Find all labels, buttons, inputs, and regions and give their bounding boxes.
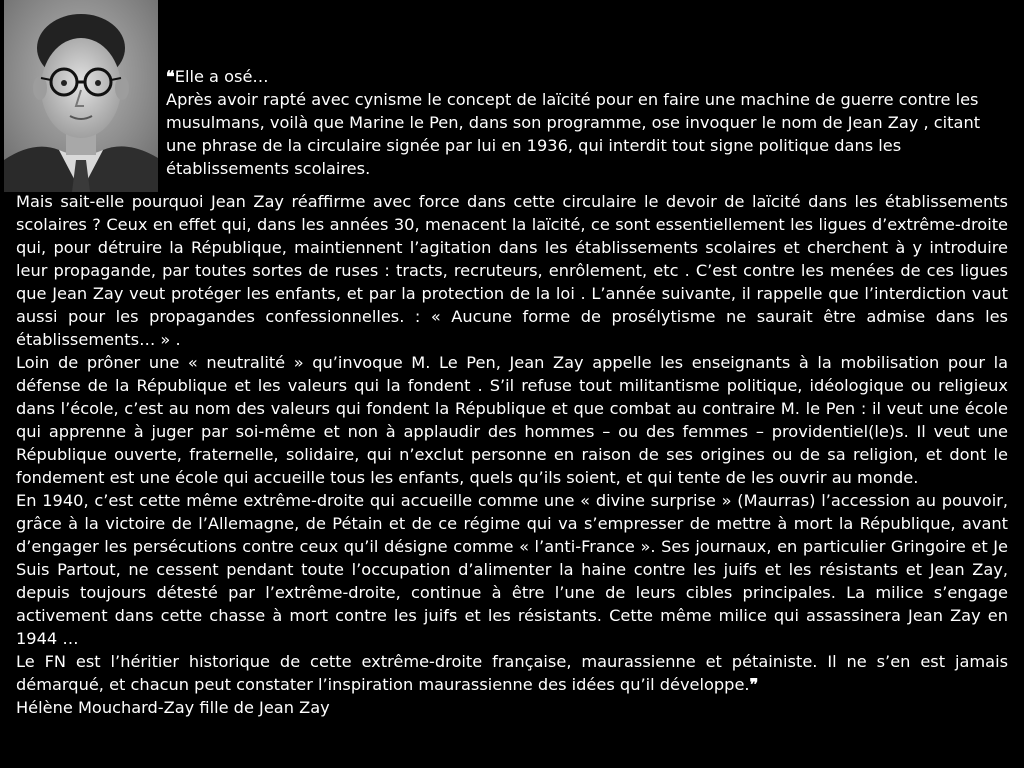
paragraph-final <box>16 650 1008 696</box>
intro-paragraph: Après avoir rapté avec cynisme le concept de laïcité pour en faire une machine de guerre contre les musulmans, voilà que Marine le Pen, dans son programme, ose invoquer le nom de Jean Zay , citant une phrase de la circulaire signée par lui en 1936, qui interdit tout signe politique dans les établissements scolaires. <box>166 90 981 178</box>
paragraph-2: Loin de prôner une « neutralité » qu’invoque M. Le Pen, Jean Zay appelle les enseignants à la mobilisation pour la défense de la République et les valeurs qui la fondent . S’il refuse tout militantisme politique, idéologique ou religieux dans l’école, c’est au nom des valeurs qui fondent la République et que combat au contraire M. le Pen : il veut une école qui apprenne à juger par soi-même et non à applaudir des hommes – ou des femmes – providentiel(le)s. Il veut une République ouverte, fraternelle, solidaire, qui n’exclut personne en raison de ses origines ou de sa religion, et dont le fondement est une école qui accueille tous les enfants, quels qu’ils soient, et qui tente de les ouvrir au monde. <box>16 353 1008 487</box>
paragraph-3: En 1940, c’est cette même extrême-droite qui accueille comme une « divine surprise » (Maurras) l’accession au pouvoir, grâce à la victoire de l’Allemagne, de Pétain et de ce régime qui va s’empresser de mettre à mort la République, avant d’engager les persécutions contre ceux qu’il désigne comme « l’anti-France ». Ses journaux, en particulier Gringoire et Je Suis Partout, ne cessent pendant toute l’occupation d’alimenter la haine contre les juifs et les résistants et Jean Zay, depuis toujours détesté par l’extrême-droite, continue à être l’une de leurs cibles principales. La milice s’engage activement dans cette chasse à mort contre les juifs et les résistants. Cette même milice qui assassinera Jean Zay en 1944 … <box>16 491 1008 648</box>
portrait-photo <box>4 0 158 192</box>
portrait-photo-icon <box>4 0 158 192</box>
article-body <box>16 190 1008 719</box>
final-paragraph-text: Le FN est l’héritier historique de cette extrême-droite française, maurassienne et pétainiste. Il ne s’en est jamais démarqué, et chacun peut constater l’inspiration maurassienne des idées qu’il développe. <box>16 652 1008 694</box>
signature: Hélène Mouchard-Zay fille de Jean Zay <box>16 698 330 717</box>
intro-title-line <box>166 65 1006 88</box>
open-quote-mark: ❝ <box>166 67 175 86</box>
intro-title: Elle a osé… <box>174 67 269 86</box>
intro-block <box>166 65 1006 180</box>
close-quote-mark: ❞ <box>749 675 759 694</box>
paragraph-1: Mais sait-elle pourquoi Jean Zay réaffirme avec force dans cette circulaire le devoir de laïcité dans les établissements scolaires ? Ceux en effet qui, dans les années 30, menacent la laïcité, ce sont essentiellement les ligues d’extrême-droite qui, pour détruire la République, maintiennent l’agitation dans les établissements scolaires et cherchent à y introduire leur propagande, par toutes sortes de ruses : tracts, recruteurs, enrôlement, etc . C’est contre les menées de ces ligues que Jean Zay veut protéger les enfants, et par la protection de la loi . L’année suivante, il rappelle que l’interdiction vaut aussi pour les propagandes confessionnelles. : « Aucune forme de prosélytisme ne saurait être admise dans les établissements… » . <box>16 192 1008 349</box>
